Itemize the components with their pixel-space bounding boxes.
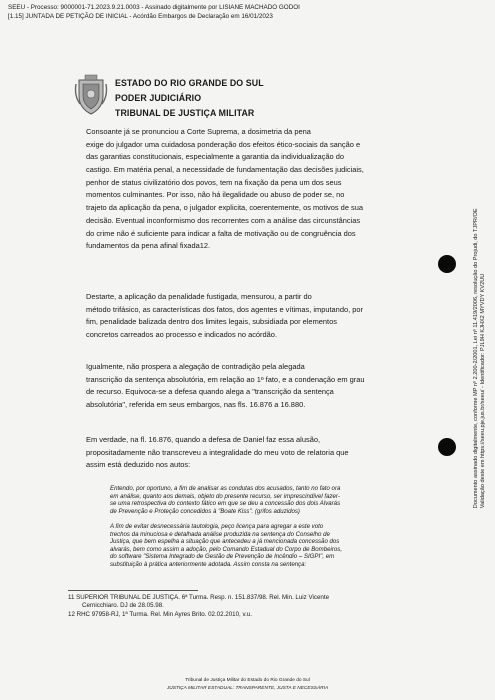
text-line: fundamentos da pena afinal fixada12. — [86, 241, 211, 251]
quote-line: substituição à prática anteriormente adotada. Assim consta na sentença: — [110, 560, 307, 568]
text-line: de recurso. Equivoca-se a defesa quando alega a "transcrição da sentença — [86, 387, 334, 397]
text-line: exige do julgador uma cuidadosa ponderação dos efeitos ético-sociais da sanção e — [86, 139, 361, 149]
text-line: do crime não é suficiente para indicar a falta de motivação ou de congruência dos — [86, 228, 356, 238]
footer-motto: JUSTIÇA MILITAR ESTADUAL: TRANSPARENTE, JUSTA E NECESSÁRIA — [166, 686, 329, 691]
text-line: transcrição da sentença absolutória, em relação ao 1º fato, e a condenação em grau — [86, 374, 365, 384]
text-line: trajeto da aplicação da pena, o julgador explicita, coerentemente, os motivos de sua — [86, 203, 364, 213]
quote-line: de Prevenção e Proteção concedidos à "Boate Kiss". (grifos aduzidos) — [110, 507, 300, 515]
footnote-line: 11 SUPERIOR TRIBUNAL DE JUSTIÇA. 6ª Turma. Resp. n. 151.837/98. Rel. Min. Luiz Vicente — [68, 594, 330, 601]
binder-hole — [438, 438, 456, 456]
paragraph-dosimetria — [86, 126, 434, 253]
text-line: Consoante já se pronunciou a Corte Suprema, a dosimetria da pena — [86, 127, 311, 136]
side-stamp-text — [473, 88, 487, 508]
text-line: método trifásico, as características dos fatos, dos agentes e vítimas, imputando, por — [86, 304, 363, 314]
text-line: fim, penalidade balizada dentro dos limites legais, subsidiada por elementos — [86, 317, 337, 327]
quote-line: alvarás, bem como assim a adoção, pelo Comando Estadual do Corpo de Bombeiros, — [110, 545, 343, 553]
footnote-line: 12 RHC 97958-RJ, 1ª Turma. Rel. Min Ayres Brito. 02.02.2010, v.u. — [68, 611, 252, 618]
footnote-divider — [68, 590, 198, 591]
seeu-juntada-line: [1.15] JUNTADA DE PETIÇÃO DE INICIAL - Acórdão Embargos de Declaração em 16/01/2023 — [8, 13, 273, 20]
seeu-header-line: SEEU - Processo: 9000001-71.2023.9.21.0003 - Assinado digitalmente por LISIANE MACHADO GODOI — [8, 4, 300, 11]
text-line: Destarte, a aplicação da penalidade fustigada, mensurou, a partir do — [86, 292, 312, 301]
text-line: penhor de status civilizatório dos povos, tem na fixação da pena um dos seus — [86, 177, 342, 187]
quote-entendo — [110, 485, 432, 515]
quote-tautologia — [110, 523, 432, 569]
text-line: propositadamente não transcreveu a integralidade do meu voto de relatoria que — [86, 447, 349, 457]
paragraph-em-verdade — [86, 434, 434, 472]
footnote-11 — [68, 594, 448, 611]
side-stamp-line: Documento assinado digitalmente, conforme MP nº 2.200-2/2001, Lei nº 11.419/2006, resolução do Projudi, do TJPR/OE — [472, 208, 479, 509]
quote-line: do software "Sistema Integrado de Gestão de Prevenção de Incêndio – SIGPI", em — [110, 553, 335, 561]
binder-hole — [438, 255, 456, 273]
footer-tribunal: Tribunal de Justiça Militar do Estado do Rio Grande do Sul — [185, 678, 310, 683]
state-coat-of-arms — [74, 74, 108, 116]
quote-line: trechos da minuciosa e detalhada análise produzida na sentença do Conselho de — [110, 530, 330, 538]
text-line: concretos carreados ao processo e indicados no acórdão. — [86, 330, 278, 340]
text-line: castigo. Em matéria penal, a necessidade de fundamentação das decisões judiciais, — [86, 165, 364, 175]
text-line: Igualmente, não prospera a alegação de contradição pela alegada — [86, 362, 305, 371]
quote-line: se uma retrospectiva do contexto fático em que se deu a concessão dos dois Alvarás — [110, 500, 341, 508]
quote-line: em análise, quanto aos demais, objeto do presente recurso, ser imprescindível fazer- — [110, 492, 340, 500]
judiciary-heading: PODER JUDICIÁRIO — [115, 93, 202, 103]
text-line: absolutória", referida em seus embargos, nas fls. 16.876 a 16.880. — [86, 400, 306, 410]
side-stamp-line: Validação deste em https://seeu.pje.jus.br/seeu/ - Identificador: PJL9H KJHX2 MYVDY KV2UU — [480, 273, 486, 509]
state-heading: ESTADO DO RIO GRANDE DO SUL — [115, 78, 264, 88]
footnote-12 — [68, 611, 448, 619]
text-line: decisão. Eventual inconformismo dos recorrentes com a análise das circunstâncias — [86, 215, 361, 225]
text-line: assim está deduzido nos autos: — [86, 460, 191, 470]
footnote-line: Cernicchiaro. DJ de 28.05.98. — [82, 602, 164, 610]
tribunal-heading: TRIBUNAL DE JUSTIÇA MILITAR — [115, 108, 255, 118]
text-line: Em verdade, na fl. 16.876, quando a defesa de Daniel faz essa alusão, — [86, 435, 321, 444]
text-line: das garantias constitucionais, especialmente a garantia da individualização do — [86, 152, 344, 162]
paragraph-destarte — [86, 291, 434, 342]
paragraph-igualmente — [86, 361, 434, 412]
quote-line: A fim de evitar desnecessária tautologia, peço licença para agregar a este voto — [110, 523, 324, 530]
quote-line: Entendo, por oportuno, a fim de analisar as condutas dos acusados, tanto no fato ora — [110, 485, 341, 492]
text-line: momentos culminantes. Por isso, não há ilegalidade ou abuso de poder se, no — [86, 190, 345, 200]
quote-line: Justiça, que bem espelha a situação que antecedeu a já mencionada concessão dos — [110, 538, 340, 546]
